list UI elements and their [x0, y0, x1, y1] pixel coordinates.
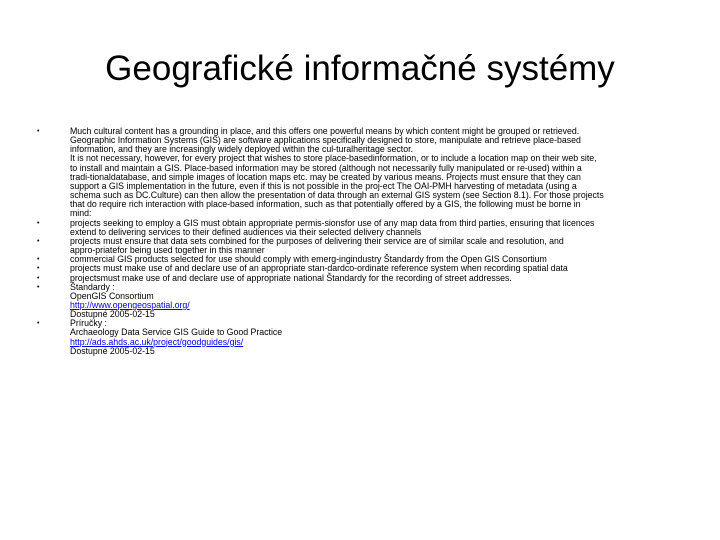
bullet-marker: • — [37, 219, 40, 227]
bullet-marker: • — [37, 274, 40, 282]
paragraph-line: information, and they are increasingly widely deployed within the cul-turalheritage sector. — [70, 144, 413, 155]
paragraph-line: projects seeking to employ a GIS must obtain appropriate permis-sionsfor use of any map data from third parties, ensuring that licences — [70, 217, 595, 228]
bullet-list — [36, 127, 686, 356]
paragraph-line: tradi-tionaldatabase, and simple images of location maps etc. may be created by various means. Projects must ensure that they can — [70, 171, 581, 182]
bullet-marker: • — [37, 320, 40, 328]
access-date: Dostupné 2005-02-15 — [70, 309, 155, 320]
paragraph-line: that do require rich interaction with place-based information, such as that potentially offered by a GIS, the following must be borne in — [70, 199, 581, 210]
paragraph-line: mind: — [70, 208, 92, 219]
paragraph-line: appro-priatefor being used together in this manner — [70, 245, 265, 256]
bullet-marker: • — [37, 265, 40, 273]
paragraph-line: to install and maintain a GIS. Place-based information may be stored (although not necessarily fully manipulated or re-used) within a — [70, 162, 582, 173]
bullet-marker: • — [37, 128, 40, 135]
bullet-marker: • — [37, 283, 40, 291]
guides-heading: Príručky : — [70, 318, 107, 329]
list-item — [36, 219, 686, 237]
bullet-marker: • — [37, 256, 40, 264]
standards-org: OpenGIS Consortium — [70, 290, 154, 301]
bullet-marker: • — [37, 237, 40, 245]
paragraph-line: It is not necessary, however, for every project that wishes to store place-basedinformation, or to include a location map on their web site, — [70, 153, 597, 164]
list-item — [36, 274, 686, 283]
standards-heading: Štandardy : — [70, 281, 115, 292]
slide-title: Geografické informačné systémy — [105, 49, 615, 88]
opengis-link[interactable]: http://www.opengeospatial.org/ — [70, 299, 190, 310]
paragraph-line: projects must make use of and declare use of an appropriate stan-dardco-ordinate reference system when recording spatial data — [70, 263, 568, 274]
list-item — [36, 283, 686, 320]
paragraph-line: commercial GIS products selected for use should comply with emerg-ingindustry Štandardy from the Open GIS Consortium — [70, 254, 547, 265]
paragraph-line: Geographic Information Systems (GIS) are software applications specifically designed to store, manipulate and retrieve place-based — [70, 135, 581, 146]
guides-org: Archaeology Data Service GIS Guide to Good Practice — [70, 327, 283, 338]
paragraph-line: projects must ensure that data sets combined for the purposes of delivering their service are of similar scale and resolution, and — [70, 235, 564, 246]
list-item — [36, 319, 686, 356]
paragraph-line: support a GIS implementation in the future, even if this is not possible in the proj-ect The OAI-PMH harvesting of metadata (using a — [70, 180, 577, 191]
paragraph-line: projectsmust make use of and declare use of appropriate national Štandardy for the recording of street addresses. — [70, 272, 512, 283]
paragraph-line: extend to delivering services to their defined audiences via their selected delivery channels — [70, 226, 422, 237]
paragraph-line: schema such as DC.Culture) can then allow the presentation of data through an external GIS system (see Section 8.1). For those projects — [70, 190, 604, 201]
ads-guide-link[interactable]: http://ads.ahds.ac.uk/project/goodguides/gis/ — [70, 336, 244, 347]
access-date: Dostupné 2005-02-15 — [70, 345, 155, 356]
list-item — [36, 237, 686, 255]
list-item — [36, 127, 686, 219]
paragraph-line: Much cultural content has a grounding in place, and this offers one powerful means by which content might be grouped or retrieved. — [70, 126, 580, 136]
